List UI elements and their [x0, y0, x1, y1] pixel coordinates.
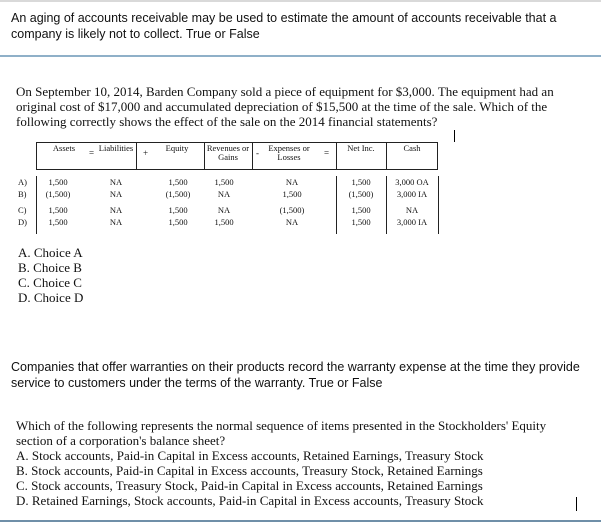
question-1-line-2: company is likely not to collect. True or False — [11, 27, 260, 41]
header-net-income: Net Inc. — [347, 143, 375, 153]
header-revenues: Revenues or Gains — [206, 143, 250, 162]
choice-b[interactable]: B. Stock accounts, Paid-in Capital in Excess accounts, Treasury Stock, Retained Earnings — [16, 463, 483, 478]
question-4-stem-line-1: Which of the following represents the normal sequence of items presented in the Stockholders' Equity — [16, 418, 547, 433]
choice-c[interactable]: C. Choice C — [18, 275, 82, 290]
table-row — [18, 216, 438, 228]
cell-liabilities: NA — [109, 205, 123, 215]
cell-cash: 3,000 IA — [396, 189, 428, 199]
cell-liabilities: NA — [109, 189, 123, 199]
cell-net-income: (1,500) — [348, 189, 374, 199]
question-3-line-2: service to customers under the terms of the warranty. True or False — [11, 376, 383, 390]
cell-expenses: 1,500 — [282, 189, 302, 199]
cell-assets: 1,500 — [48, 217, 68, 227]
cell-net-income: 1,500 — [351, 217, 371, 227]
cell-expenses: NA — [285, 177, 299, 187]
body-divider — [438, 176, 439, 234]
row-label: D) — [18, 217, 27, 227]
cell-cash: 3,000 IA — [396, 217, 428, 227]
operator-plus: + — [143, 148, 149, 158]
choice-a[interactable]: A. Stock accounts, Paid-in Capital in Excess accounts, Retained Earnings, Treasury Stock — [16, 448, 484, 463]
cell-cash: NA — [405, 205, 419, 215]
cell-liabilities: NA — [109, 177, 123, 187]
header-divider — [136, 142, 137, 170]
header-cash: Cash — [403, 143, 421, 153]
question-2-stem-line-3: following correctly shows the effect of the sale on the 2014 financial statements? — [16, 114, 438, 129]
cell-equity: 1,500 — [168, 217, 188, 227]
row-label: B) — [18, 189, 27, 199]
choice-d[interactable]: D. Retained Earnings, Stock accounts, Paid-in Capital in Excess accounts, Treasury Stock — [16, 493, 484, 508]
question-1 — [11, 10, 591, 42]
question-3-line-1: Companies that offer warranties on their products record the warranty expense at the time they provide — [11, 360, 580, 374]
text-cursor — [454, 130, 455, 142]
cell-equity: (1,500) — [165, 189, 191, 199]
question-2-choices — [18, 245, 83, 305]
cell-expenses: NA — [285, 217, 299, 227]
operator-equals: = — [89, 148, 95, 158]
header-equity: Equity — [165, 143, 189, 153]
cell-assets: (1,500) — [45, 189, 71, 199]
bottom-border — [0, 520, 601, 522]
choice-c[interactable]: C. Stock accounts, Treasury Stock, Paid-in Capital in Excess accounts, Retained Earnings — [16, 478, 483, 493]
table-row — [18, 204, 438, 216]
cell-net-income: 1,500 — [351, 205, 371, 215]
cell-cash: 3,000 OA — [395, 177, 429, 187]
cell-net-income: 1,500 — [351, 177, 371, 187]
choice-b[interactable]: B. Choice B — [18, 260, 82, 275]
header-assets: Assets — [52, 143, 76, 153]
top-border — [0, 0, 601, 2]
question-2-stem-line-2: original cost of $17,000 and accumulated depreciation of $15,500 at the time of the sale. Which of the — [16, 99, 548, 114]
cell-revenues: NA — [217, 205, 231, 215]
question-2 — [16, 84, 591, 129]
question-4 — [16, 418, 591, 508]
question-2-stem-line-1: On September 10, 2014, Barden Company sold a piece of equipment for $3,000. The equipment had an — [16, 84, 554, 99]
cell-assets: 1,500 — [48, 177, 68, 187]
divider — [0, 55, 601, 57]
table-row — [18, 176, 438, 188]
text-caret — [576, 497, 577, 511]
cell-revenues: NA — [217, 189, 231, 199]
cell-equity: 1,500 — [168, 177, 188, 187]
row-label: A) — [18, 177, 27, 187]
cell-liabilities: NA — [109, 217, 123, 227]
cell-assets: 1,500 — [48, 205, 68, 215]
operator-minus: - — [256, 148, 259, 158]
cell-equity: 1,500 — [168, 205, 188, 215]
header-liabilities: Liabilities — [98, 143, 134, 153]
question-3 — [11, 359, 591, 391]
financial-effects-table — [18, 142, 438, 238]
operator-equals-2: = — [324, 148, 330, 158]
choice-d[interactable]: D. Choice D — [18, 290, 84, 305]
choice-a[interactable]: A. Choice A — [18, 245, 83, 260]
question-1-line-1: An aging of accounts receivable may be used to estimate the amount of accounts receivable that a — [11, 11, 557, 25]
question-4-stem-line-2: section of a corporation's balance sheet? — [16, 433, 226, 448]
table-row — [18, 188, 438, 200]
row-label: C) — [18, 205, 27, 215]
cell-revenues: 1,500 — [214, 177, 234, 187]
cell-revenues: 1,500 — [214, 217, 234, 227]
header-expenses: Expenses or Losses — [268, 143, 310, 162]
cell-expenses: (1,500) — [279, 205, 305, 215]
header-divider — [252, 142, 253, 170]
